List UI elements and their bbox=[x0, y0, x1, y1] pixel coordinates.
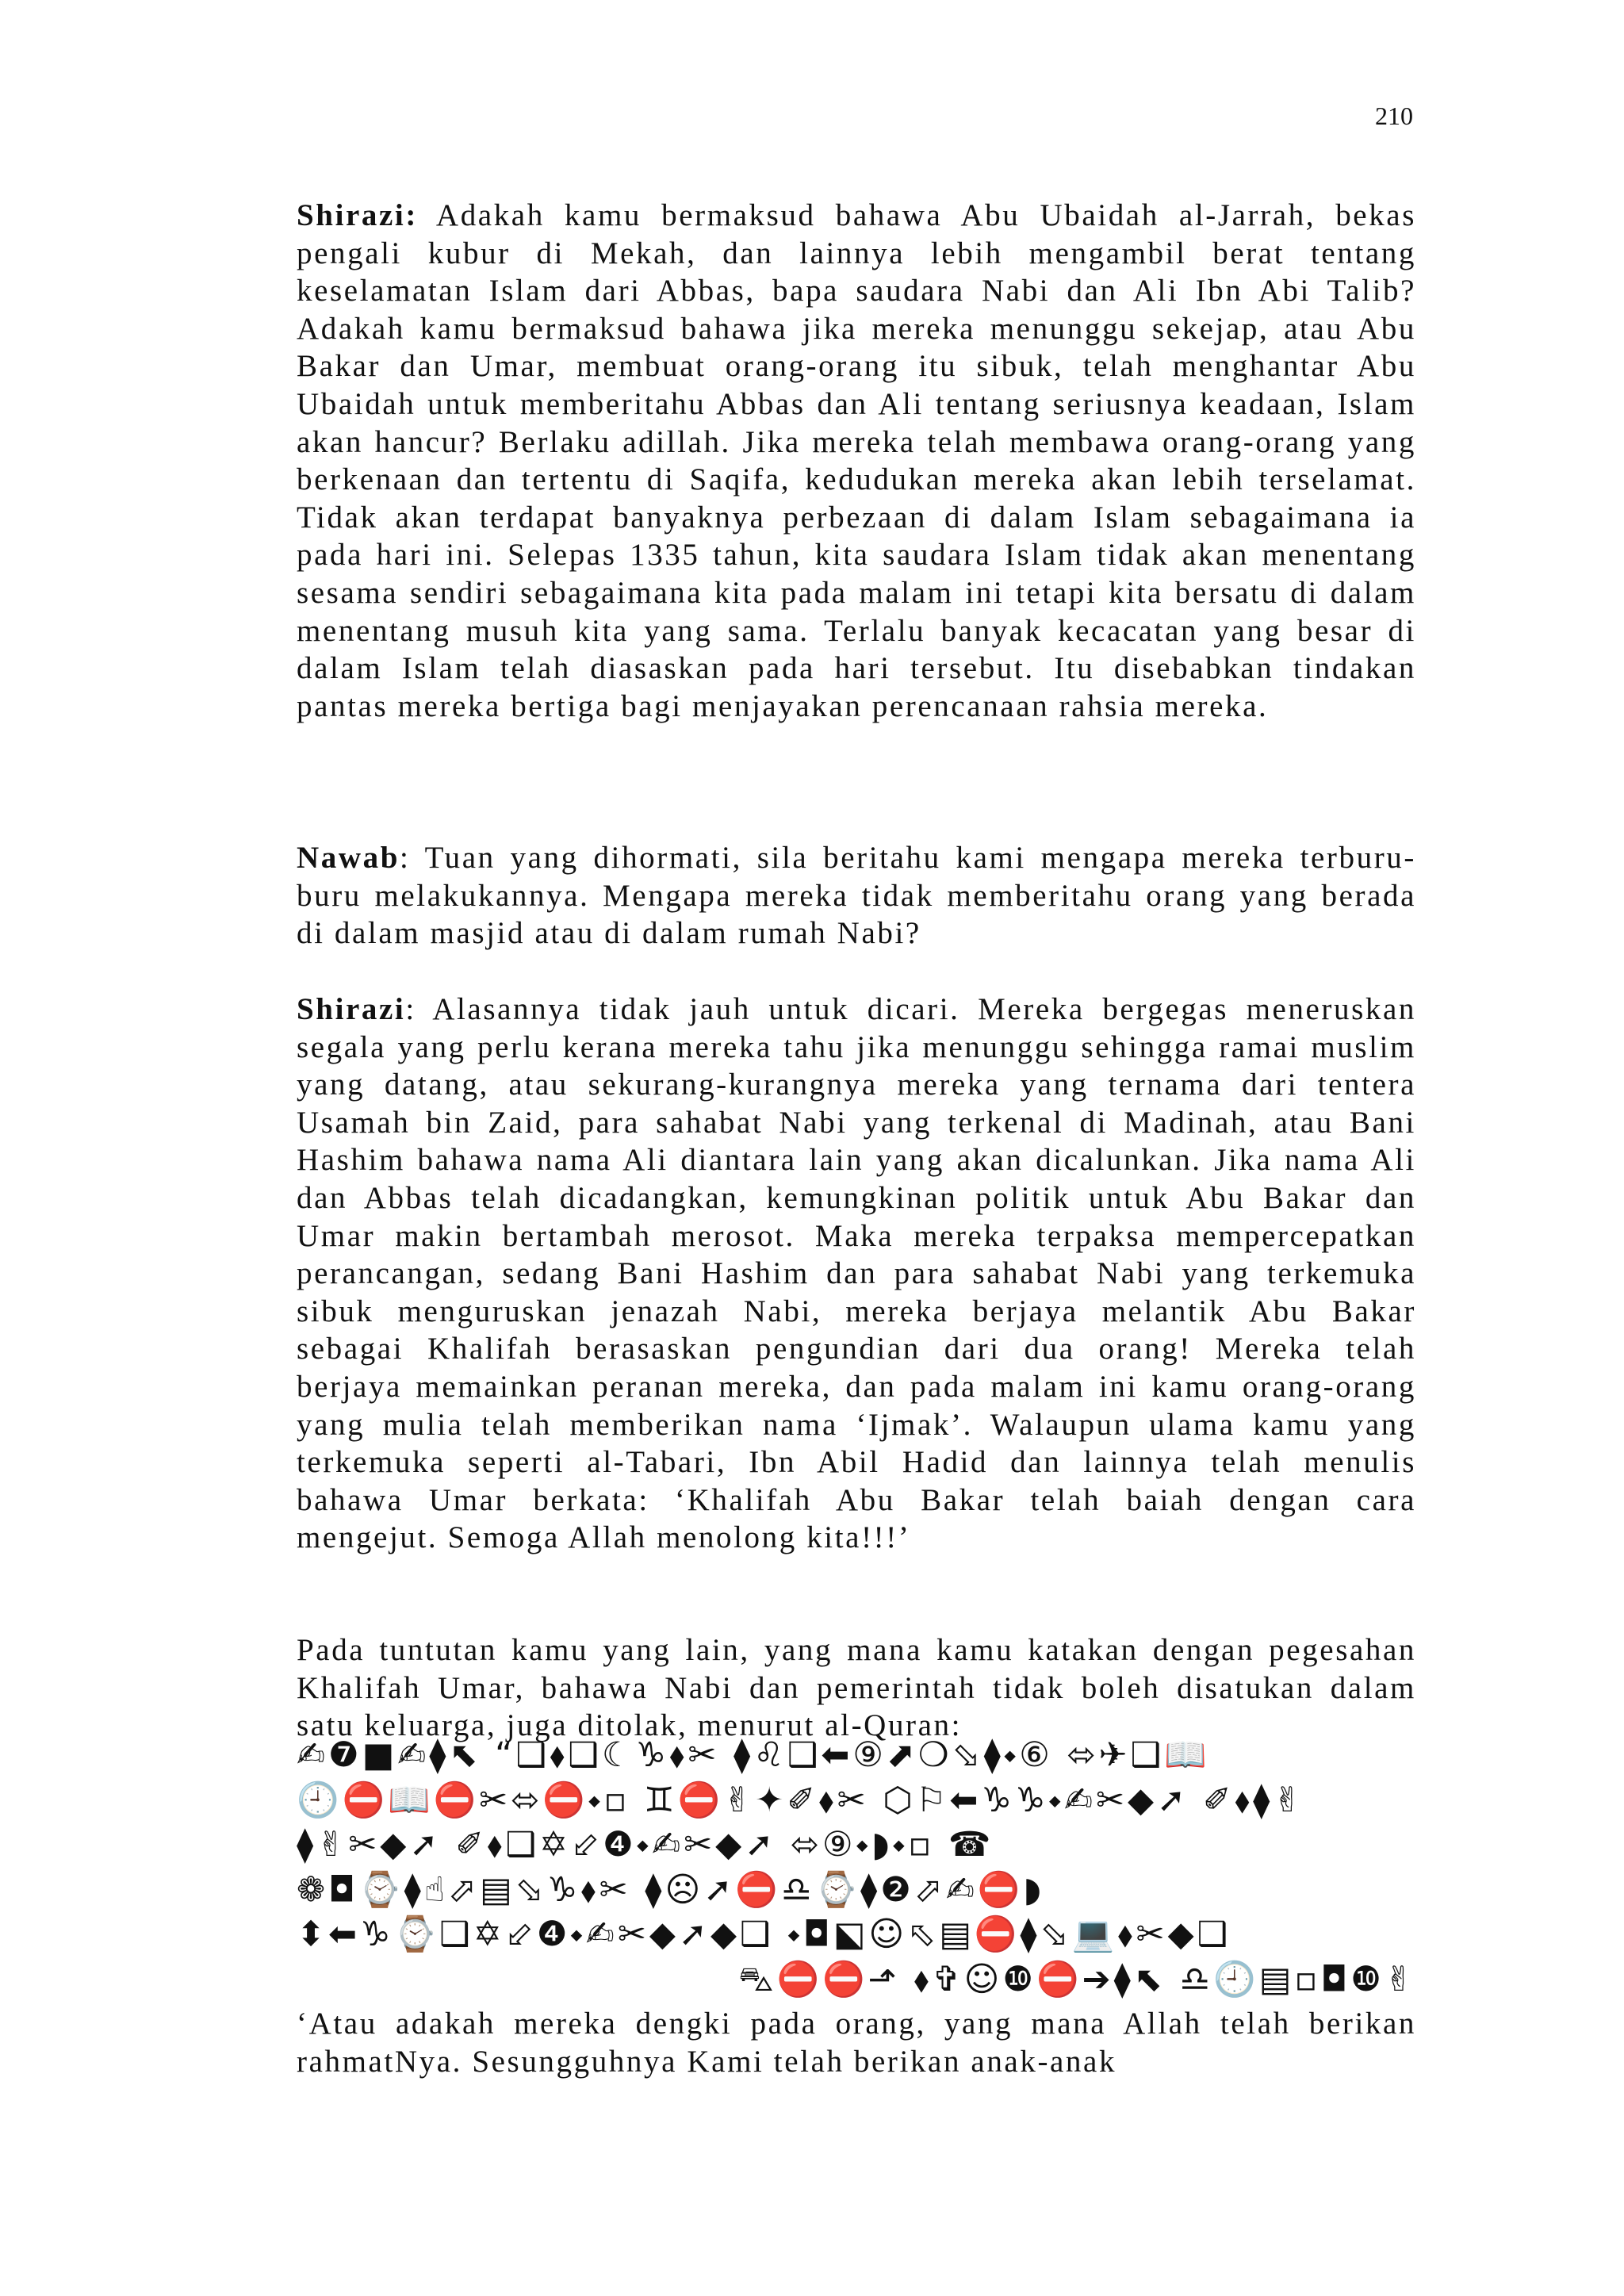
glyph-line: ✍❼■✍⧫⬉ “❑⬧❑☾♑⬧✂ ⧫♌❑⬅⑨⬈❍⬂⧫⬩⑥ ⬄✈❑📖 bbox=[297, 1735, 1210, 1775]
glyph-line: ⬍⬅♑⌚❑✡⬃❹⬩✍✂◆➚◆❑ ⬩◘⬕☺⬁▤⛔⧫⬂💻⬧✂◆❑ bbox=[297, 1915, 1231, 1954]
paragraph-text: ‘Atau adakah mereka dengki pada orang, yang mana Allah telah berikan rahmatNya. Sesungguhnya Kami telah berikan anak-anak bbox=[297, 2007, 1416, 2079]
page-number: 210 bbox=[1375, 102, 1413, 130]
speaker-label: Shirazi: bbox=[297, 198, 418, 232]
speaker-label: Nawab bbox=[297, 841, 400, 875]
paragraph-nawab bbox=[297, 839, 1416, 953]
glyph-line: ⛍⛔⛔⬏ ⬧✞☺❿⛔➔⧫⬉ ♎🕘▤▫◘❿✌ bbox=[738, 1959, 1416, 1999]
speaker-label: Shirazi bbox=[297, 992, 406, 1026]
paragraph-shirazi-1 bbox=[297, 197, 1416, 725]
body-text-nawab bbox=[297, 839, 1416, 953]
paragraph-text: Pada tuntutan kamu yang lain, yang mana kamu katakan dengan pegesahan Khalifah Umar, bahawa Nabi dan pemerintah tidak boleh disatukan dalam satu keluarga, juga ditolak, menurut al-Quran: bbox=[297, 1633, 1416, 1743]
glyph-line: 🕘⛔📖⛔✂⬄⛔⬩▫ ♊⛔✌✦✐⬧✂ ⬡⚐⬅♑♑⬩✍✂◆➚ ✐⬧⧫✌ bbox=[297, 1780, 1305, 1820]
glyph-line: ⧫✌✂◆➚ ✐⬧❑✡⬃❹⬩✍✂◆➚ ⬄⑨⬩◗⬩▫ ☎ bbox=[297, 1825, 994, 1865]
paragraph-tuntutan bbox=[297, 1631, 1416, 1745]
body-text-shirazi-2 bbox=[297, 991, 1416, 1557]
body-text-continuation bbox=[297, 2005, 1416, 2080]
paragraph-continuation bbox=[297, 2005, 1416, 2080]
paragraph-text: Adakah kamu bermaksud bahawa Abu Ubaidah al-Jarrah, bekas pengali kubur di Mekah, dan lainnya lebih mengambil berat tentang keselamatan Islam dari Abbas, bapa saudara Nabi dan Ali Ibn Abi Talib? Adakah kamu bermaksud bahawa jika mereka menunggu sekejap, atau Abu Bakar dan Umar, membuat orang-orang itu sibuk, telah menghantar Abu Ubaidah untuk memberitahu Abbas dan Ali tentang seriusnya keadaan, Islam akan hancur? Berlaku adillah. Jika mereka telah membawa orang-orang yang berkenaan dan tertentu di Saqifa, kedudukan mereka akan lebih terselamat. Tidak akan terdapat banyaknya perbezaan di dalam Islam sebagaimana ia pada hari ini. Selepas 1335 tahun, kita saudara Islam tidak akan menentang sesama sendiri sebagaimana kita pada malam ini tetapi kita bersatu di dalam menentang musuh kita yang sama. Terlalu banyak kecacatan yang besar di dalam Islam telah diasaskan pada hari tersebut. Itu disebabkan tindakan pantas mereka bertiga bagi menjayakan perencanaan rahsia mereka. bbox=[297, 198, 1416, 723]
body-text-main bbox=[297, 197, 1416, 725]
glyph-line: ❁◘⌚⧫☝⬀▤⬂♑⬧✂ ⧫☹➚⛔♎⌚⧫❷⬀✍⛔◗ bbox=[297, 1869, 1045, 1910]
paragraph-text: : Alasannya tidak jauh untuk dicari. Mereka bergegas meneruskan segala yang perlu kerana mereka tahu jika menunggu sehingga ramai muslim yang datang, atau sekurang-kurangnya mereka yang ternama dari tentera Usamah bin Zaid, para sahabat Nabi yang terkenal di Madinah, atau Bani Hashim bahawa nama Ali diantara lain yang akan dicalunkan. Jika nama Ali dan Abbas telah dicadangkan, kemungkinan politik untuk Abu Bakar dan Umar makin bertambah merosot. Maka mereka terpaksa mempercepatkan perancangan, sedang Bani Hashim dan para sahabat Nabi yang terkemuka sibuk menguruskan jenazah Nabi, mereka berjaya melantik Abu Bakar sebagai Khalifah berasaskan pengundian dari dua orang! Mereka telah berjaya memainkan peranan mereka, dan pada malam ini kamu orang-orang yang mulia telah memberikan nama ‘Ijmak’. Walaupun ulama kamu yang terkemuka seperti al-Tabari, Ibn Abil Hadid dan lainnya telah menulis bahawa Umar berkata: ‘Khalifah Abu Bakar telah baiah dengan cara mengejut. Semoga Allah menolong kita!!!’ bbox=[297, 992, 1416, 1555]
quran-verse-glyphs bbox=[297, 1733, 1416, 2002]
paragraph-shirazi-2 bbox=[297, 991, 1416, 1557]
paragraph-text: : Tuan yang dihormati, sila beritahu kami mengapa mereka terburu-buru melakukannya. Mengapa mereka tidak memberitahu orang yang berada di dalam masjid atau di dalam rumah Nabi? bbox=[297, 841, 1416, 951]
body-text-tuntutan bbox=[297, 1631, 1416, 1745]
